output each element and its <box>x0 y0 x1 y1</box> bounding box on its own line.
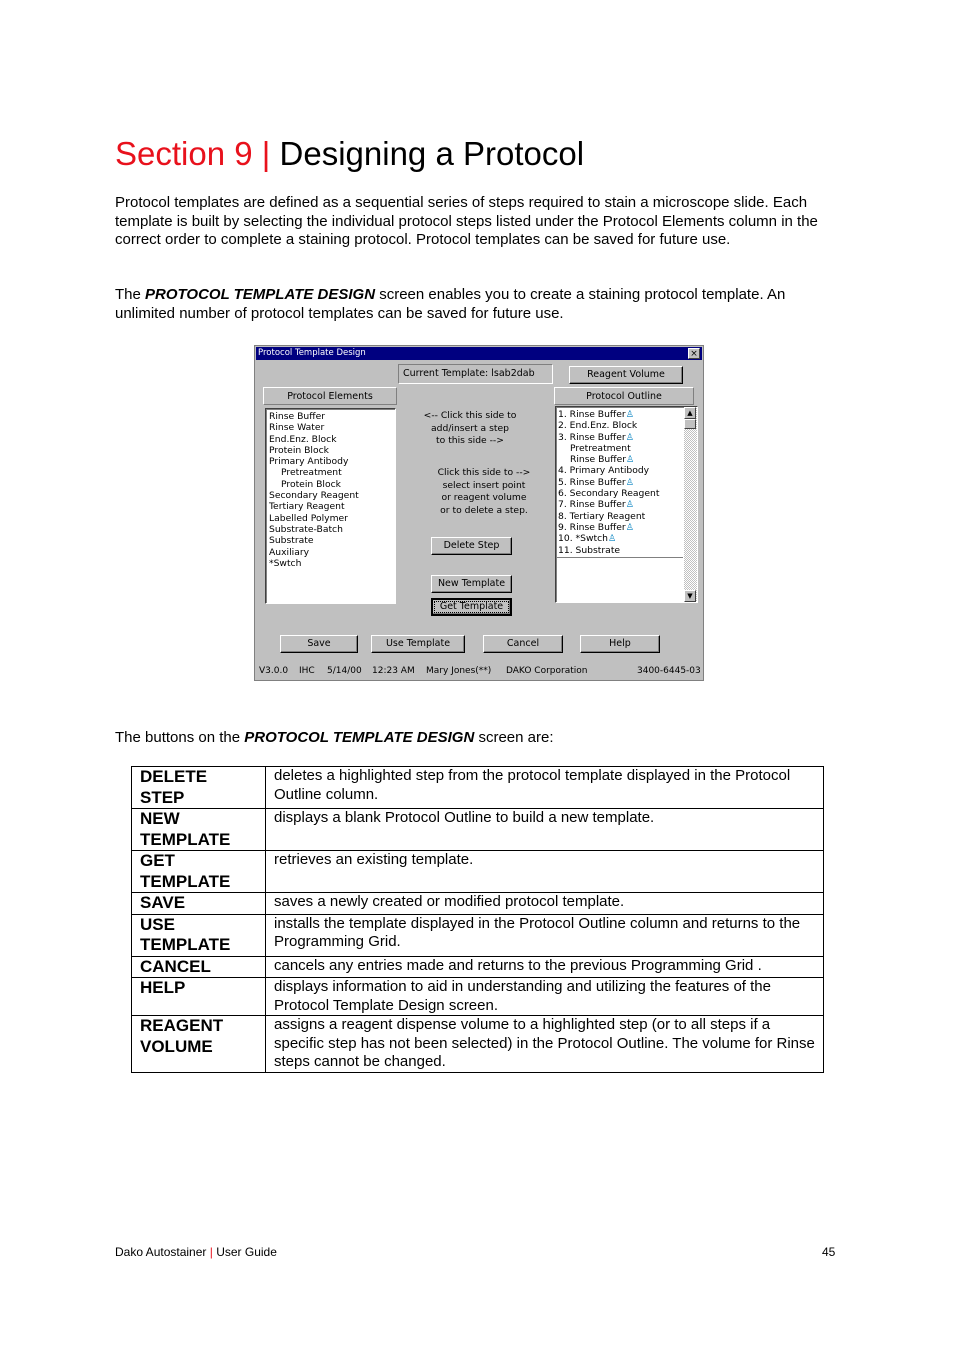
screen-paragraph <box>115 286 845 323</box>
button-description-cell: retrieves an existing template. <box>266 851 824 893</box>
outline-item-label: 5. Rinse Buffer <box>558 476 626 488</box>
protocol-element-item[interactable]: Substrate <box>269 535 314 547</box>
button-name-cell <box>132 978 266 1016</box>
status-version: V3.0.0 <box>259 666 289 676</box>
button-description-cell: displays information to aid in understanding and utilizing the features of the Protocol Template Design screen. <box>266 978 824 1016</box>
outline-item-label: 3. Rinse Buffer <box>558 431 626 443</box>
protocol-outline-item[interactable] <box>558 499 697 510</box>
protocol-template-design-window <box>254 345 704 681</box>
button-name-line: TEMPLATE <box>140 935 231 954</box>
protocol-outline-item[interactable] <box>558 488 697 499</box>
button-name-line: REAGENT <box>140 1016 224 1035</box>
button-name-line: STEP <box>140 787 185 807</box>
footer-separator: | <box>206 1245 217 1259</box>
close-icon[interactable]: × <box>688 348 700 359</box>
protocol-element-item[interactable]: Primary Antibody <box>269 456 349 468</box>
button-name-line: TEMPLATE <box>140 829 231 849</box>
status-part-number: 3400-6445-03 <box>637 666 701 676</box>
button-name-line: USE <box>140 914 175 934</box>
protocol-outline-item[interactable] <box>558 545 697 556</box>
outline-item-label: 10. *Swtch <box>558 533 608 545</box>
button-descriptions-table <box>131 766 824 1073</box>
text-run: screen are: <box>474 729 554 746</box>
window-title: Protocol Template Design <box>258 348 366 358</box>
status-company: DAKO Corporation <box>506 666 588 676</box>
button-description-cell: saves a newly created or modified protocol template. <box>266 893 824 915</box>
scroll-down-icon[interactable]: ▼ <box>684 590 696 602</box>
protocol-outline-list[interactable] <box>555 406 698 603</box>
hint-line: to this side --> <box>436 435 504 447</box>
protocol-outline-item[interactable] <box>558 432 697 443</box>
button-description-cell: cancels any entries made and returns to the previous Programming Grid . <box>266 956 824 978</box>
table-row <box>132 851 824 893</box>
button-description-cell: displays a blank Protocol Outline to build a new template. <box>266 809 824 851</box>
table-row <box>132 978 824 1016</box>
protocol-outline-item[interactable] <box>558 533 697 544</box>
button-name-cell <box>132 809 266 851</box>
button-description-cell: assigns a reagent dispense volume to a highlighted step (or to all steps if a specific step has not been selected) in the Protocol Outline. The volume for Rinse steps cannot be changed. <box>266 1016 824 1073</box>
outline-item-label: Pretreatment <box>570 442 631 454</box>
text-run: The <box>115 286 146 303</box>
protocol-outline-item[interactable] <box>558 443 697 454</box>
table-row <box>132 809 824 851</box>
table-row <box>132 1016 824 1073</box>
insert-hint <box>398 410 542 448</box>
rinse-marker-icon: ♙ <box>625 431 634 443</box>
outline-item-label: 7. Rinse Buffer <box>558 499 626 511</box>
outline-item-label: 11. Substrate <box>558 544 621 556</box>
protocol-outline-item[interactable] <box>558 454 697 465</box>
status-bar <box>255 664 703 678</box>
scroll-up-icon[interactable]: ▲ <box>684 407 696 419</box>
help-button[interactable]: Help <box>580 635 660 653</box>
protocol-element-item[interactable]: Protein Block <box>269 444 329 456</box>
protocol-outline-item[interactable] <box>558 465 697 476</box>
text-run: The buttons on the <box>115 729 245 746</box>
protocol-outline-item[interactable] <box>558 420 697 431</box>
rinse-marker-icon: ♙ <box>625 521 634 533</box>
button-name-line: DELETE <box>140 767 208 786</box>
protocol-outline-item[interactable] <box>558 522 697 533</box>
section-label: Section 9 | <box>115 135 271 172</box>
protocol-element-item[interactable]: Pretreatment <box>281 467 342 479</box>
button-description-cell: installs the template displayed in the Protocol Outline column and returns to the Programming Grid. <box>266 914 824 956</box>
table-row <box>132 767 824 809</box>
table-row <box>132 914 824 956</box>
status-date: 5/14/00 <box>327 666 362 676</box>
use-template-button[interactable]: Use Template <box>371 635 465 653</box>
protocol-element-item[interactable]: Rinse Buffer <box>269 411 326 422</box>
window-titlebar <box>256 347 702 360</box>
protocol-element-item[interactable]: Auxiliary <box>269 546 310 558</box>
protocol-element-item[interactable]: Rinse Water <box>269 422 325 434</box>
protocol-element-item[interactable]: End.Enz. Block <box>269 433 337 445</box>
table-row <box>132 893 824 915</box>
status-time: 12:23 AM <box>372 666 415 676</box>
button-name-line: CANCEL <box>140 956 211 976</box>
rinse-marker-icon: ♙ <box>625 499 634 511</box>
hint-line: or reagent volume <box>441 492 527 504</box>
text-run: screen enables you to create a staining protocol template. An unlimited number of protocol templates can be saved for future use. <box>115 286 786 322</box>
rinse-marker-icon: ♙ <box>607 533 617 545</box>
hint-line: Click this side to --> <box>437 467 531 478</box>
delete-step-button[interactable]: Delete Step <box>431 537 512 555</box>
protocol-element-item[interactable]: Secondary Reagent <box>269 490 359 502</box>
save-button[interactable]: Save <box>280 635 358 653</box>
outline-item-label: 4. Primary Antibody <box>558 465 650 477</box>
footer-product: Dako Autostainer <box>115 1245 207 1259</box>
hint-line: select insert point <box>442 479 526 491</box>
screen-name-emphasis: PROTOCOL TEMPLATE DESIGN <box>244 729 475 746</box>
hint-line: or to delete a step. <box>440 505 528 517</box>
button-name-line: TEMPLATE <box>140 871 231 891</box>
protocol-outline-item[interactable] <box>558 511 697 522</box>
button-name-cell <box>132 914 266 956</box>
protocol-elements-list[interactable] <box>265 408 396 604</box>
outline-item-label: Rinse Buffer <box>570 454 627 466</box>
button-name-line: GET <box>140 851 175 870</box>
current-template-field: Current Template: lsab2dab <box>398 364 553 384</box>
button-name-line: VOLUME <box>140 1036 213 1056</box>
protocol-element-item[interactable]: Protein Block <box>281 478 341 490</box>
page-title <box>115 134 584 174</box>
button-name-line: NEW <box>140 809 180 828</box>
outline-item-label: 9. Rinse Buffer <box>558 521 626 533</box>
outline-scrollbar[interactable] <box>684 407 697 602</box>
select-hint <box>412 467 556 518</box>
footer-title <box>115 1245 277 1259</box>
outline-item-label: 1. Rinse Buffer <box>558 409 626 420</box>
table-row <box>132 956 824 978</box>
footer-guide: User Guide <box>216 1245 277 1259</box>
new-template-button[interactable]: New Template <box>431 575 512 593</box>
section-title: Designing a Protocol <box>270 135 585 172</box>
cancel-button[interactable]: Cancel <box>483 635 563 653</box>
scroll-thumb[interactable] <box>684 419 696 429</box>
protocol-element-item[interactable]: *Swtch <box>269 557 302 569</box>
rinse-marker-icon: ♙ <box>625 476 634 488</box>
outline-item-label: 2. End.Enz. Block <box>558 420 638 432</box>
protocol-elements-header: Protocol Elements <box>263 387 397 405</box>
button-name-cell <box>132 851 266 893</box>
button-name-line: SAVE <box>140 893 186 912</box>
protocol-outline-item[interactable] <box>558 477 697 488</box>
protocol-element-item[interactable]: Tertiary Reagent <box>269 501 345 513</box>
hint-line: <-- Click this side to <box>423 410 517 421</box>
protocol-element-item[interactable]: Labelled Polymer <box>269 512 348 524</box>
screen-name-emphasis: PROTOCOL TEMPLATE DESIGN <box>145 286 376 303</box>
status-mode: IHC <box>299 666 315 676</box>
protocol-outline-header: Protocol Outline <box>554 387 694 405</box>
get-template-button[interactable]: Get Template <box>431 598 512 616</box>
button-name-cell <box>132 893 266 915</box>
rinse-marker-icon: ♙ <box>626 454 635 466</box>
page-number: 45 <box>822 1245 836 1259</box>
protocol-element-item[interactable]: Substrate-Batch <box>269 523 343 535</box>
button-name-cell <box>132 956 266 978</box>
outline-item-label: 6. Secondary Reagent <box>558 488 660 500</box>
protocol-outline-item[interactable] <box>558 409 697 420</box>
button-name-cell <box>132 1016 266 1073</box>
status-user: Mary Jones(**) <box>426 666 492 676</box>
hint-line: add/insert a step <box>431 422 509 434</box>
outline-item-label: 8. Tertiary Reagent <box>558 510 646 522</box>
outline-divider <box>556 557 683 558</box>
button-description-cell: deletes a highlighted step from the protocol template displayed in the Protocol Outline column. <box>266 767 824 809</box>
rinse-marker-icon: ♙ <box>625 409 634 420</box>
reagent-volume-button[interactable]: Reagent Volume <box>569 366 683 384</box>
buttons-intro <box>115 729 845 748</box>
intro-paragraph: Protocol templates are defined as a sequential series of steps required to stain a microscope slide. Each template is built by selecting the individual protocol steps listed under the Protocol Elements column in the correct order to complete a staining protocol. Protocol templates can be saved for future use. <box>115 194 818 248</box>
button-name-cell <box>132 767 266 809</box>
button-name-line: HELP <box>140 978 186 997</box>
